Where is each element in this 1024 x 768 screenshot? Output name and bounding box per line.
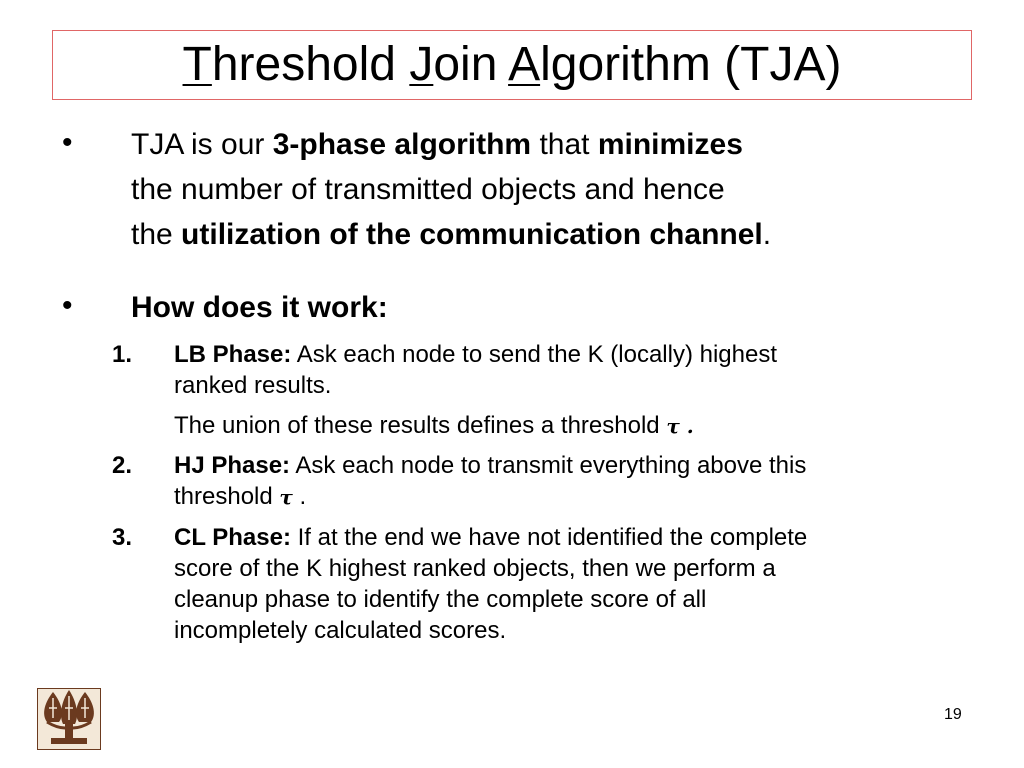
step-2-line-2-text: threshold [174,483,280,510]
title-part-lgorithm: lgorithm (TJA) [540,38,842,91]
step-1-line-2: ranked results. [174,372,332,399]
bullet-1-bold-b: minimizes [597,128,743,161]
bullet-text-2 [131,285,1001,330]
title-part-oin: oin [433,38,509,91]
bullet-1-bold-a: 3-phase algorithm [272,128,532,161]
bullet-1-text-a: TJA is our [131,128,273,161]
page-number: 19 [944,706,962,723]
bullet-1-text-b: that [531,128,598,161]
title-letter-j: J [409,38,434,91]
step-2-line-1-text: Ask each node to transmit everything above this [290,452,807,479]
bullet-1-line-3 [131,212,1001,257]
step-2-label: HJ Phase: [174,452,291,479]
cypress-tree-logo-icon [37,688,101,750]
step-1-line-1-text: Ask each node to send the K (locally) highest [291,341,777,368]
step-1-threshold-line [174,410,694,442]
step-2-line-2 [174,481,974,513]
step-3-line-3: cleanup phase to identify the complete score of all [174,586,707,613]
bullet-1-text-d: . [762,218,772,251]
step-3-line-2: score of the K highest ranked objects, then we perform a [174,555,776,582]
step-2-line-1 [174,450,974,481]
step-1-tau-symbol: τ . [666,414,694,438]
step-3-label: CL Phase: [174,524,291,551]
title-letter-t: T [182,38,212,91]
step-2-text [174,450,974,513]
step-1-threshold-text: The union of these results defines a threshold [174,412,667,439]
step-2-tail: . [292,483,307,510]
step-1-number: 1. [112,341,133,368]
bullet-mark-1: • [62,126,73,159]
step-3-line-4: incompletely calculated scores. [174,617,507,644]
step-1-label: LB Phase: [174,341,292,368]
bullet-1-line-2: the number of transmitted objects and hence [131,173,725,206]
step-3-line-1 [174,522,974,553]
bullet-1-bold-c: utilization of the communication channel [181,218,763,251]
title-letter-a: A [508,38,541,91]
step-3-text [174,522,974,646]
step-3-number: 3. [112,524,133,551]
bullet-1-text-c: the [131,218,182,251]
slide-title [53,35,971,95]
bullet-1-line-1 [131,122,1001,167]
title-part-hreshold: hreshold [211,38,410,91]
step-2-number: 2. [112,452,133,479]
how-does-it-work-heading: How does it work: [131,291,388,324]
bullet-text-1 [131,122,1001,257]
step-1-text [174,339,974,401]
step-3-line-1-text: If at the end we have not identified the complete [290,524,808,551]
title-box [52,30,972,100]
step-2-tau-symbol: τ [279,485,293,509]
step-1-line-1 [174,339,974,370]
bullet-mark-2: • [62,289,73,322]
